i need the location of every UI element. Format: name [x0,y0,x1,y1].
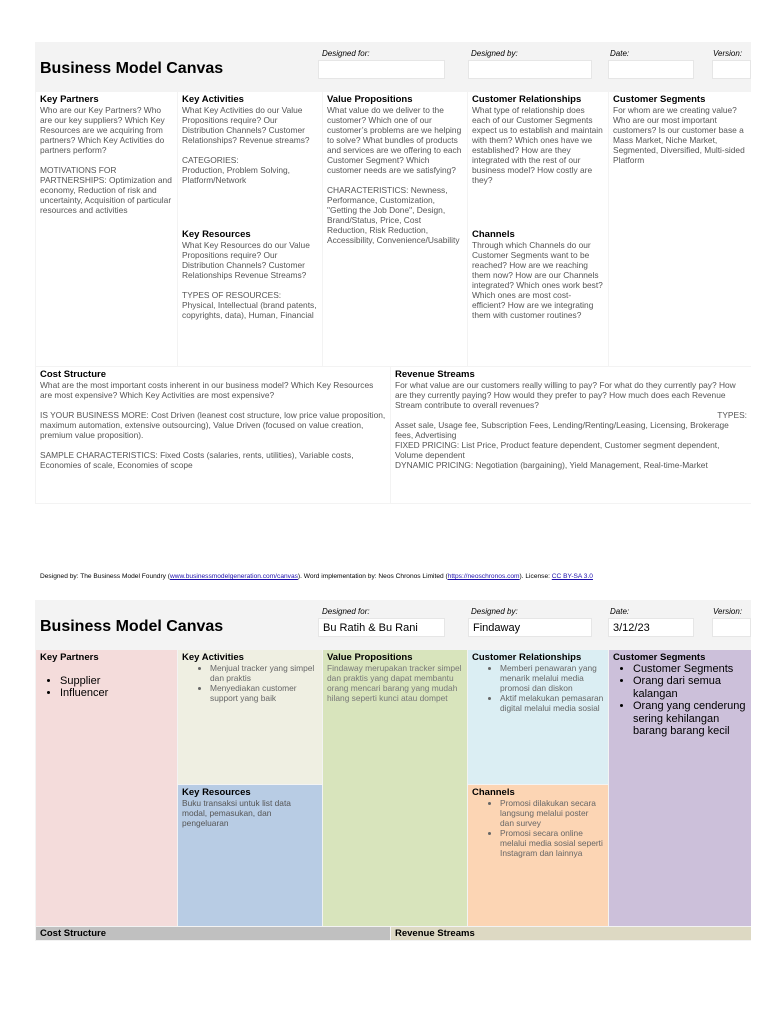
revenue-streams-text-1: For what value are our customers really willing to pay? For what do they currently pay? How are they currently paying? How would they prefer to pay? How much does each Revenue Stream contribute to overall revenues? [395,380,739,410]
key-partner-item: • Influencer [60,687,173,699]
key-resources-block[interactable] [178,227,322,366]
revenue-streams-types-label: TYPES: [717,410,747,420]
key-resources-block-filled[interactable] [178,785,322,926]
cost-structure-text: What are the most important costs inherent in our business model? Which Key Resources are most expensive? Which Key Activities are most expensive? IS YOUR BUSINESS MORE: Cost Driven (leanest cost structure, low price value proposition, maximum automation, extensive outsourcing), Value Driven (focused on value creation, premium value proposition). SAMPLE CHARACTERISTICS: Fixed Costs (salaries, rents, utilities), Variable costs, Economies of scale, Economies of scope [40,380,386,470]
designed-for-label: Designed for: [322,49,370,58]
revenue-streams-title: Revenue Streams [395,369,475,380]
revenue-streams-text-2: Asset sale, Usage fee, Subscription Fees, Lending/Renting/Leasing, Licensing, Brokerage fees, Advertising FIXED PRICING: List Price, Product feature dependent, Customer segment dependent, Volume dependent DYNAMIC PRICING: Negotiation (bargaining), Yield Management, Real-time-Market [395,420,729,470]
cost-structure-block[interactable] [36,367,390,503]
revenue-streams-title-filled: Revenue Streams [395,928,475,939]
key-partner-item: • Supplier [60,675,173,687]
footer-middle: ). Word implementation by: Neos Chronos Limited ( [297,573,448,580]
key-partners-title: Key Partners [40,94,99,105]
customer-relationships-block[interactable] [468,92,608,227]
value-propositions-title-filled: Value Propositions [327,652,413,663]
designed-for-label-bottom: Designed for: [322,607,370,616]
footer-link-neoschronos[interactable]: https://neoschronos.com [447,573,520,580]
version-label-bottom: Version: [713,607,743,616]
canvas-bottom-title: Business Model Canvas [40,618,224,635]
channel-item: • Promosi dilakukan secara langsung melalui poster dan survey [500,798,604,828]
key-activities-title: Key Activities [182,94,244,105]
key-resources-title-filled: Key Resources [182,787,251,798]
cost-structure-title-filled: Cost Structure [40,928,106,939]
customer-segments-title-filled: Customer Segments [613,652,706,663]
footer-link-license[interactable]: CC BY-SA 3.0 [551,573,593,580]
key-partners-block-filled[interactable] [36,650,177,926]
key-resources-title: Key Resources [182,229,251,240]
channels-title-filled: Channels [472,787,515,798]
key-partners-text: Who are our Key Partners? Who are our key suppliers? Which Key Resources are we acquiring from partners? Which Key Activities do partners perform? MOTIVATIONS FOR PARTNERSHIPS: Optimization and economy, Reduction of risk and uncertainty, Acquisition of particular resources and activities [40,105,172,215]
value-propositions-text: What value do we deliver to the customer? Which one of our customer’s problems are we helping to solve? What bundles of products and services are we offering to each Customer Segment? Which customer needs are we satisfying? CHARACTERISTICS: Newness, Performance, Customization, "Getting the Job Done", Design, Brand/Status, Price, Cost Reduction, Risk Reduction, Accessibility, Convenience/Usability [327,105,462,245]
footer-license-text: ). License: [519,573,552,580]
cost-structure-block-filled[interactable] [36,927,390,940]
customer-relationship-item: • Aktif melakukan pemasaran digital melalui media sosial [500,693,604,713]
customer-segments-text: For whom are we creating value? Who are our most important customers? Is our customer base a Mass Market, Niche Market, Segmented, Diversified, Multi-sided Platform [613,105,748,165]
key-resources-text: What Key Resources do our Value Propositions require? Our Distribution Channels? Customer Relationships Revenue Streams? TYPES OF RESOURCES: Physical, Intellectual (brand patents, copyrights, data), Human, Financial [182,240,317,320]
key-activity-item: • Menjual tracker yang simpel dan praktis [210,663,318,683]
key-activities-title-filled: Key Activities [182,652,244,663]
designed-by-field-bottom[interactable]: Findaway [468,618,592,637]
customer-segment-item: • Orang yang cenderung sering kehilangan barang barang kecil [633,700,747,737]
attribution-footer [40,573,593,580]
designed-for-field[interactable] [318,60,445,79]
date-field-bottom[interactable]: 3/12/23 [608,618,694,637]
customer-relationships-text: What type of relationship does each of our Customer Segments expect us to establish and maintain with them? Which ones have we established? How are they integrated with the rest of our business model? How costly are they? [472,105,606,185]
cost-structure-title: Cost Structure [40,369,106,380]
customer-relationship-item: • Memberi penawaran yang menarik melalui media promosi dan diskon [500,663,604,693]
date-field[interactable] [608,60,694,79]
designed-by-label-bottom: Designed by: [471,607,518,616]
channels-text: Through which Channels do our Customer Segments want to be reached? How are we reaching them now? How are our Channels integrated? Which ones work best? Which ones are most cost-efficient? How are we integrating them with customer routines? [472,240,606,320]
customer-segments-block-filled[interactable] [609,650,751,926]
customer-relationships-title-filled: Customer Relationships [472,652,582,663]
designed-for-field-bottom[interactable]: Bu Ratih & Bu Rani [318,618,445,637]
channels-title: Channels [472,229,515,240]
value-propositions-title: Value Propositions [327,94,413,105]
date-label: Date: [610,49,630,58]
date-label-bottom: Date: [610,607,630,616]
footer-prefix: Designed by: The Business Model Foundry ( [40,573,170,580]
revenue-streams-block-filled[interactable] [391,927,751,940]
customer-relationships-block-filled[interactable] [468,650,608,784]
key-activity-item: • Menyediakan customer support yang baik [210,683,318,703]
customer-segments-title: Customer Segments [613,94,706,105]
key-activities-text: What Key Activities do our Value Propositions require? Our Distribution Channels? Customer Relationships? Revenue streams? CATEGORIES: Production, Problem Solving, Platform/Network [182,105,310,185]
key-partners-block[interactable] [36,92,177,366]
version-field[interactable] [712,60,751,79]
value-propositions-block[interactable] [323,92,467,366]
version-field-bottom[interactable] [712,618,751,637]
channels-block[interactable] [468,227,608,366]
canvas-top-title: Business Model Canvas [40,60,224,77]
channels-block-filled[interactable] [468,785,608,926]
customer-segment-item: • Customer Segments [633,663,747,675]
key-partners-title-filled: Key Partners [40,652,99,663]
version-label: Version: [713,49,743,58]
customer-relationships-title: Customer Relationships [472,94,582,105]
key-resources-text-filled: Buku transaksi untuk list data modal, pemasukan, dan pengeluaran [182,798,294,828]
footer-link-canvas[interactable]: www.businessmodelgeneration.com/canvas [170,573,298,580]
channel-item: • Promosi secara online melalui media sosial seperti Instagram dan lainnya [500,828,604,858]
designed-by-label: Designed by: [471,49,518,58]
customer-segment-item: • Orang dari semua kalangan [633,675,747,700]
designed-by-field[interactable] [468,60,592,79]
key-activities-block[interactable] [178,92,322,227]
value-propositions-block-filled[interactable] [323,650,467,926]
revenue-streams-block[interactable] [391,367,751,503]
customer-segments-block[interactable] [609,92,751,366]
value-propositions-text-filled: Findaway merupakan tracker simpel dan praktis yang dapat membantu orang mencari barang yang mudah hilang seperti kunci atau dompet [327,663,464,703]
key-activities-block-filled[interactable] [178,650,322,784]
